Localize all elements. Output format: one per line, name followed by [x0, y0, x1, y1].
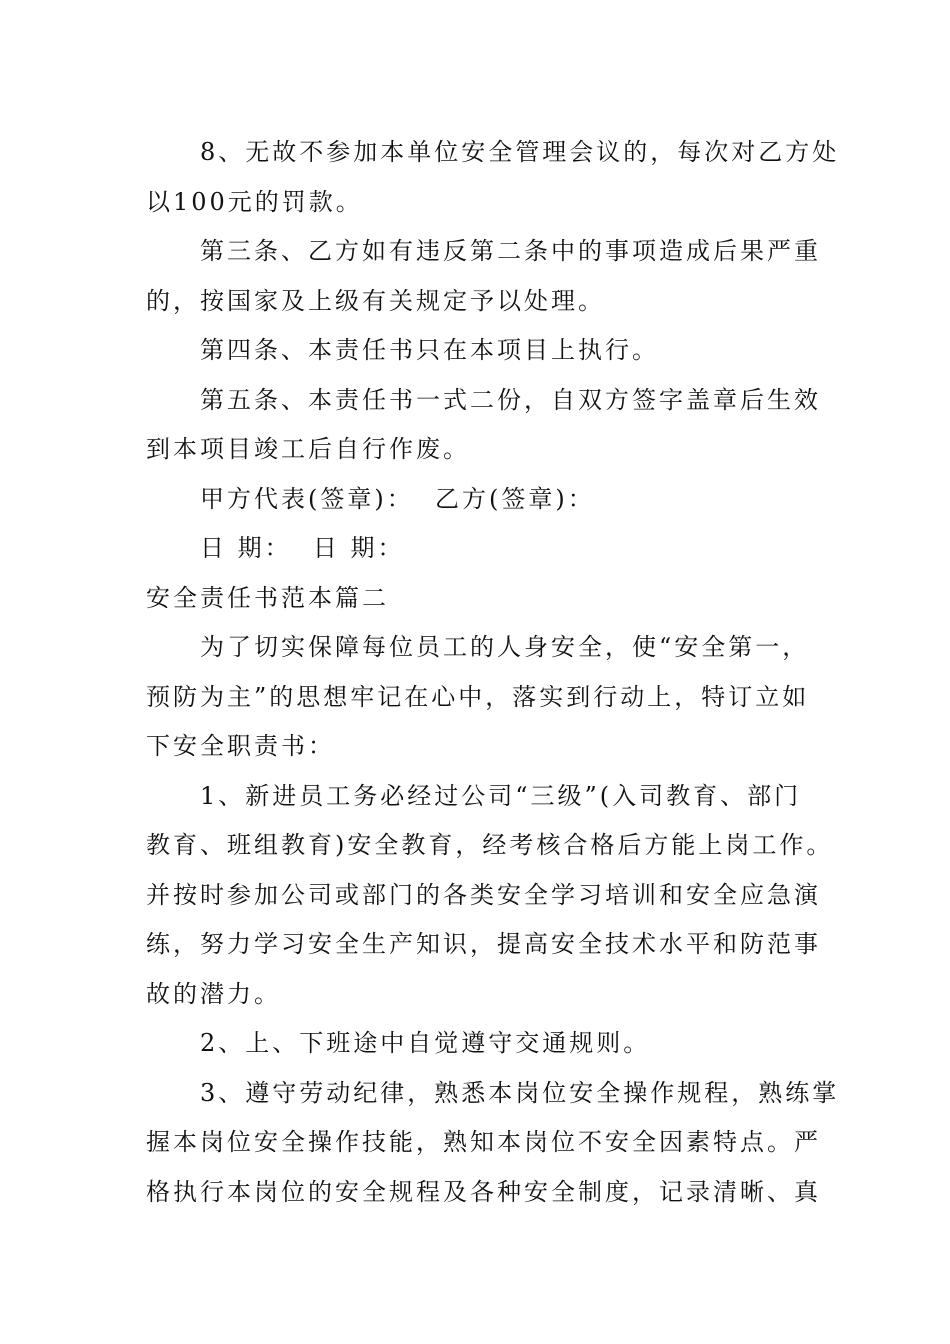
document-body — [146, 128, 840, 1217]
text-line: 的，按国家及上级有关规定予以处理。 — [146, 286, 605, 315]
text-line: 下安全职责书： — [146, 732, 335, 760]
text-line: 第四条、本责任书只在本项目上执行。 — [200, 336, 659, 364]
date-line: 日 期： 日 期： — [200, 534, 405, 562]
text-line: 故的潜力。 — [146, 979, 281, 1008]
text-line: 握本岗位安全操作技能，熟知本岗位不安全因素特点。严 — [146, 1128, 821, 1156]
text-line: 2、上、下班途中自觉遵守交通规则。 — [200, 1029, 651, 1057]
text-line: 并按时参加公司或部门的各类安全学习培训和安全应急演 — [146, 880, 821, 909]
text-line: 到本项目竣工后自行作废。 — [146, 435, 470, 463]
text-line: 预防为主”的思想牢记在心中，落实到行动上，特订立如 — [146, 682, 810, 711]
text-line: 第五条、本责任书一式二份，自双方签字盖章后生效 — [200, 385, 821, 414]
text-line: 3、遵守劳动纪律，熟悉本岗位安全操作规程，熟练掌 — [200, 1078, 840, 1107]
text-line: 以100元的罚款。 — [146, 187, 363, 216]
text-line: 为了切实保障每位员工的人身安全，使“安全第一， — [200, 633, 810, 661]
text-line: 8、无故不参加本单位安全管理会议的，每次对乙方处 — [200, 138, 840, 166]
text-line: 1、新进员工务必经过公司“三级”(入司教育、部门 — [200, 781, 802, 810]
section-heading: 安全责任书范本篇二 — [146, 583, 389, 612]
text-line: 格执行本岗位的安全规程及各种安全制度，记录清晰、真 — [146, 1177, 821, 1206]
text-line: 第三条、乙方如有违反第二条中的事项造成后果严重 — [200, 237, 821, 265]
signature-line: 甲方代表(签章)： 乙方(签章)： — [200, 484, 595, 513]
text-line: 教育、班组教育)安全教育，经考核合格后方能上岗工作。 — [146, 831, 834, 859]
text-line: 练，努力学习安全生产知识，提高安全技术水平和防范事 — [146, 930, 821, 958]
